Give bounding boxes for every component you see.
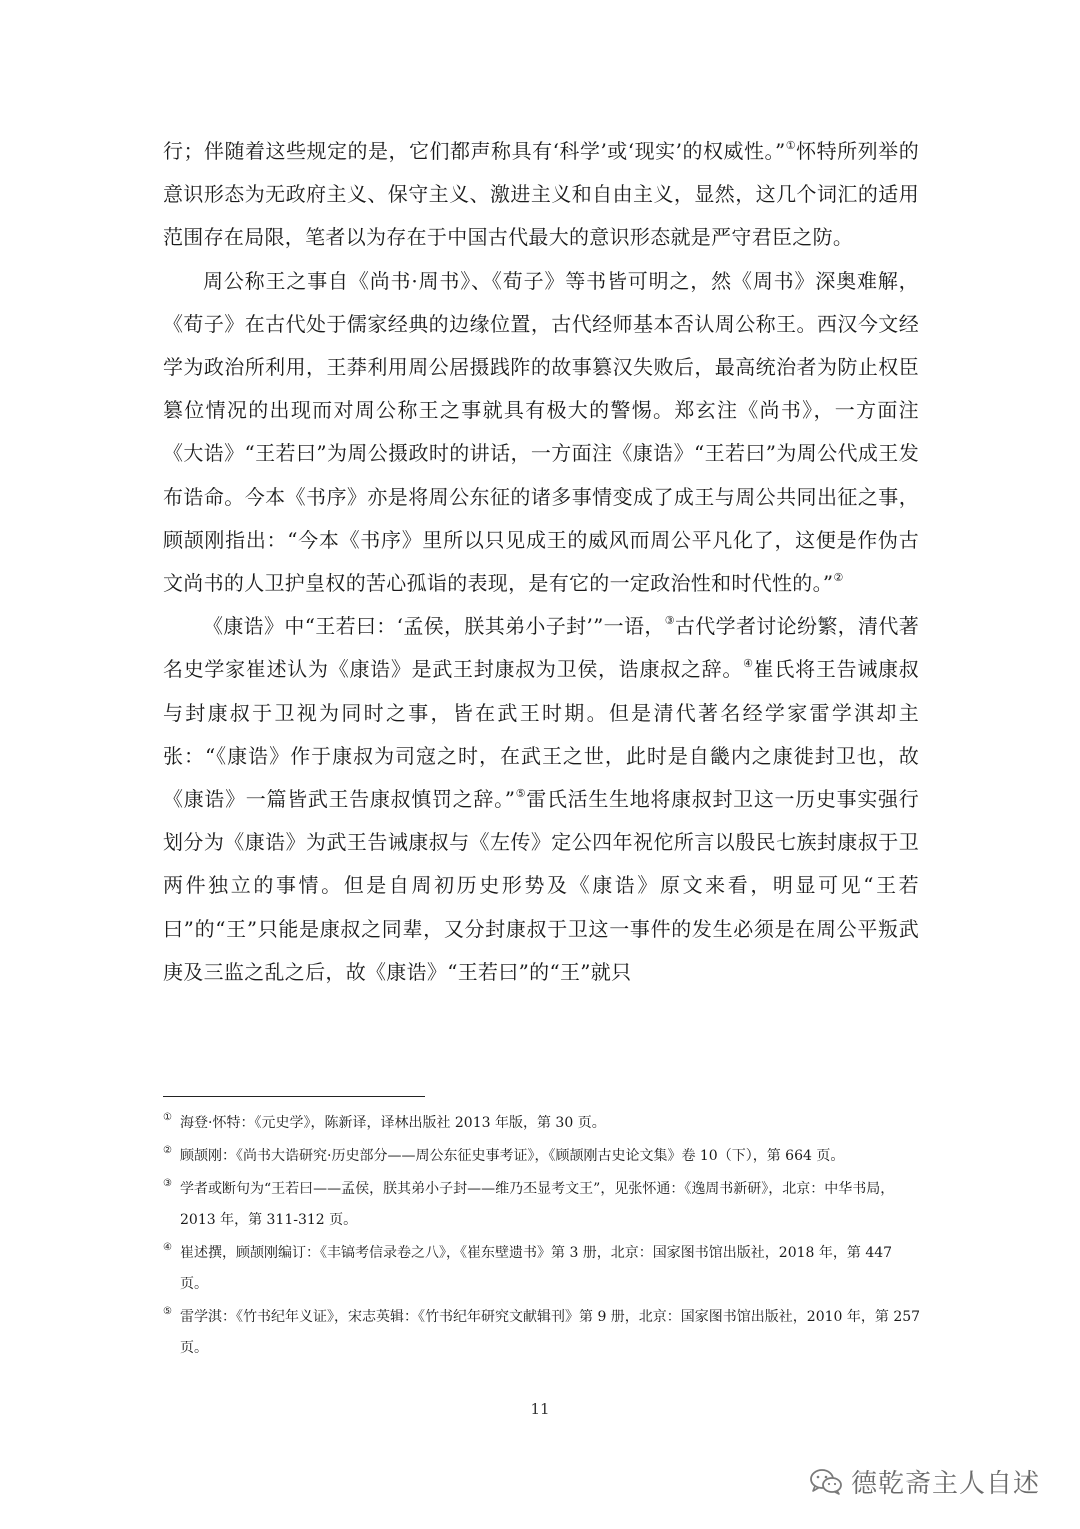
footnote-mark-3: ③ <box>163 1178 172 1189</box>
footnote-text-2: 顾颉刚：《尚书大诰研究·历史部分——周公东征史事考证》，《顾颉刚古史论文集》卷 10（下），第 664 页。 <box>180 1148 845 1164</box>
footnote-mark-2: ② <box>163 1145 172 1156</box>
footnote-ref-5[interactable]: ⑤ <box>515 787 527 801</box>
paragraph-3-text-3: 崔氏将王告诫康叔与封康叔于卫视为同时之事，皆在武王时期。但是清代著名经学家雷学淇却主张：“《康诰》作于康叔为司寇之时，在武王之世，此时是自畿内之康徙封卫也，故《康诰》一篇皆武王告康叔慎罚之辞。” <box>163 657 919 812</box>
paragraph-1-text-2: 怀特所列举的意识形态为无政府主义、保守主义、激进主义和自由主义，显然，这几个词汇的适用范围存在局限，笔者以为存在于中国古代最大的意识形态就是严守君臣之防。 <box>163 139 919 250</box>
footnote-3 <box>163 1174 923 1236</box>
footnote-separator <box>163 1096 425 1097</box>
footnote-ref-1[interactable]: ① <box>785 139 797 152</box>
page-number: 11 <box>530 1400 550 1418</box>
wechat-icon <box>809 1468 843 1496</box>
footnote-5 <box>163 1302 923 1364</box>
paragraph-3-text-2: 古代学者讨论纷繁，清代著名史学家崔述认为《康诰》是武王封康叔为卫侯，诰康叔之辞。 <box>163 614 919 682</box>
paragraph-3-text-1: 《康诰》中“王若曰：‘孟侯，朕其弟小子封’”一语， <box>203 614 665 639</box>
footnote-mark-1: ① <box>163 1112 172 1123</box>
paragraph-1-text-1: 行；伴随着这些规定的是，它们都声称具有‘科学’或‘现实’的权威性。” <box>163 139 786 163</box>
footnotes <box>163 1108 923 1366</box>
footnote-mark-4: ④ <box>163 1242 172 1253</box>
paragraph-2 <box>163 260 919 606</box>
watermark-text: 德乾斋主人自述 <box>850 1469 1040 1499</box>
body-text <box>163 130 919 994</box>
paragraph-3 <box>163 605 919 994</box>
footnote-text-5: 雷学淇：《竹书纪年义证》，宋志英辑：《竹书纪年研究文献辑刊》第 9 册，北京：国家图书馆出版社，2010 年，第 257 页。 <box>180 1309 921 1356</box>
footnote-1 <box>163 1108 923 1139</box>
footnote-text-1: 海登·怀特：《元史学》，陈新译，译林出版社 2013 年版，第 30 页。 <box>180 1115 606 1131</box>
footnote-ref-4[interactable]: ④ <box>743 657 754 671</box>
footnote-ref-2[interactable]: ② <box>833 571 844 585</box>
paragraph-3-text-4: 雷氏活生生地将康叔封卫这一历史事实强行划分为《康诰》为武王告诫康叔与《左传》定公四年祝佗所言以殷民七族封康叔于卫两件独立的事情。但是自周初历史形势及《康诰》原文来看，明显可见“王若曰”的“王”只能是康叔之同辈，又分封康叔于卫这一事件的发生必须是在周公平叛武庚及三监之乱之后，故《康诰》“王若曰”的“王”就只 <box>163 787 920 984</box>
footnote-ref-3[interactable]: ③ <box>664 614 675 628</box>
paragraph-2-text-1: 周公称王之事自《尚书·周书》、《荀子》等书皆可明之，然《周书》深奥难解，《荀子》在古代处于儒家经典的边缘位置，古代经师基本否认周公称王。西汉今文经学为政治所利用，王莽利用周公居摄践阼的故事篡汉失败后，最高统治者为防止权臣篡位情况的出现而对周公称王之事就具有极大的警惕。郑玄注《尚书》，一方面注《大诰》“王若曰”为周公摄政时的讲话，一方面注《康诰》“王若曰”为周公代成王发布诰命。今本《书序》亦是将周公东征的诸多事情变成了成王与周公共同出征之事，顾颉刚指出：“今本《书序》里所以只见成王的威风而周公平凡化了，这便是作伪古文尚书的人卫护皇权的苦心孤诣的表现，是有它的一定政治性和时代性的。” <box>163 268 919 596</box>
watermark <box>809 1463 1040 1500</box>
footnote-mark-5: ⑤ <box>163 1306 172 1317</box>
footnote-2 <box>163 1141 923 1172</box>
paragraph-1 <box>163 130 919 260</box>
footnote-text-4: 崔述撰，顾颉刚编订：《丰镐考信录卷之八》，《崔东壁遗书》第 3 册，北京：国家图书馆出版社，2018 年，第 447 页。 <box>180 1245 893 1292</box>
footnote-text-3: 学者或断句为“王若曰——孟侯，朕其弟小子封——维乃丕显考文王”，见张怀通：《逸周书新研》，北京：中华书局，2013 年，第 311-312 页。 <box>180 1181 895 1228</box>
footnote-4 <box>163 1238 923 1300</box>
